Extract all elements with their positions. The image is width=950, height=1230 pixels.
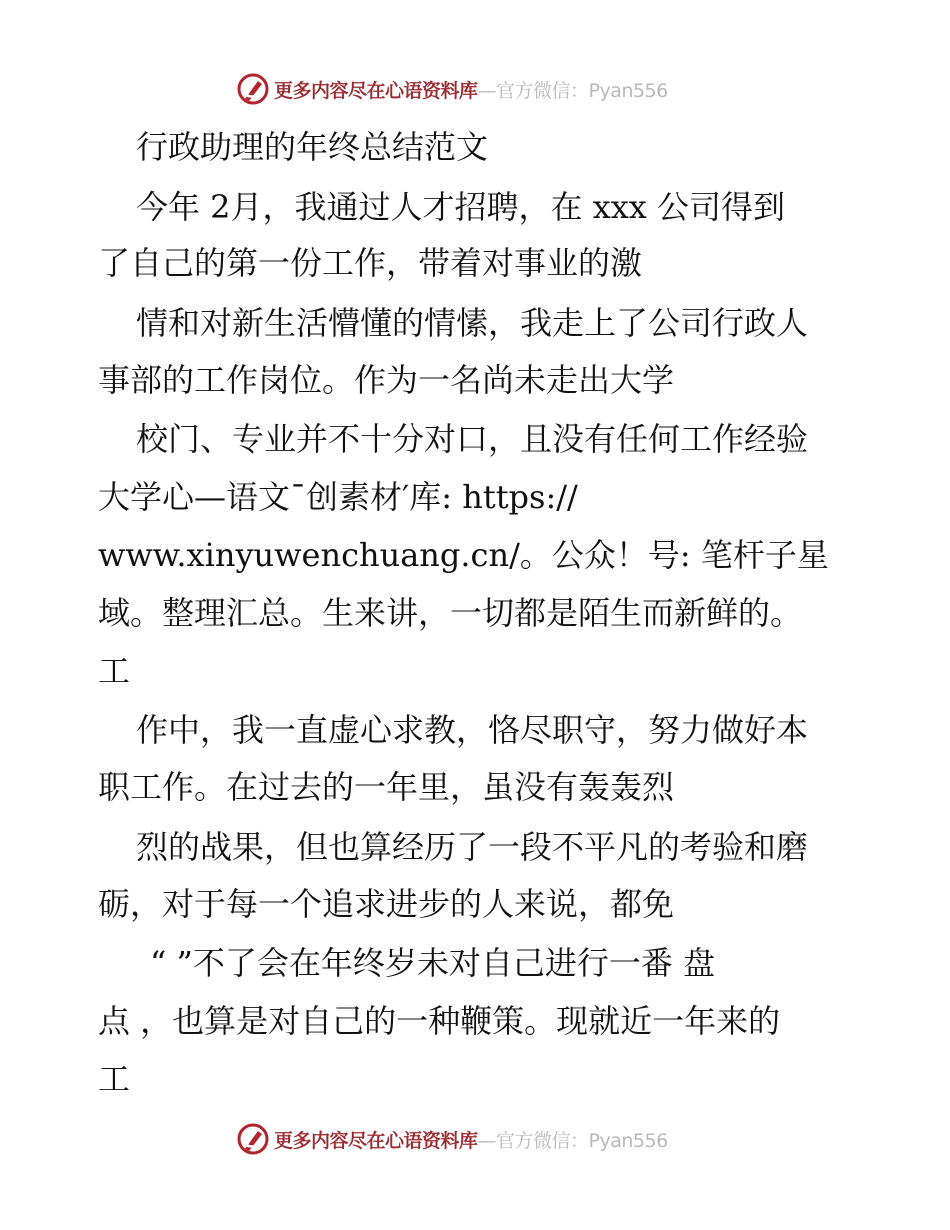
document-title: 行政助理的年终总结范文 [136, 128, 489, 166]
text-line: 校门、专业并不十分对口，且没有任何工作经验 [136, 420, 809, 458]
text-line: 事部的工作岗位。作为一名尚未走出大学 [98, 361, 675, 399]
footer-banner [236, 1122, 716, 1156]
text-line: “ ”不了会在年终岁未对自己进行一番 盘 [150, 944, 716, 982]
text-line: 大学心—语文¯创素材′库: https:// [98, 478, 578, 516]
wechat-id: —官方微信：Pyan556 [477, 79, 668, 102]
text-line: 烈的战果，但也算经历了一段不平凡的考验和磨 [136, 828, 809, 866]
text-line: 点 ，也算是对自己的一种鞭策。现就近一年来的 [98, 1002, 781, 1040]
text-line: 工 [98, 1060, 131, 1098]
text-line: www.xinyuwenchuang.cn/。公众！号: 笔杆子星 [98, 536, 829, 574]
text-line: 了自己的第一份工作，带着对事业的激 [98, 244, 643, 282]
text-line: 情和对新生活懵懂的情愫，我走上了公司行政人 [136, 304, 809, 342]
text-line: 今年 2月，我通过人才招聘，在 xxx 公司得到 [136, 188, 786, 226]
library-name: 更多内容尽在心语资料库 [274, 79, 478, 102]
text-line: 域。整理汇总。生来讲，一切都是陌生而新鲜的。 [98, 594, 803, 632]
wechat-id: —官方微信：Pyan556 [477, 1129, 668, 1152]
quill-logo-icon [236, 72, 270, 106]
text-line: 职工作。在过去的一年里，虽没有轰轰烈 [98, 768, 675, 806]
header-banner [236, 72, 716, 106]
quill-logo-icon [236, 1122, 270, 1156]
text-line: 作中，我一直虚心求教，恪尽职守，努力做好本 [136, 711, 809, 749]
text-line: 砺，对于每一个追求进步的人来说，都免 [98, 885, 675, 923]
library-name: 更多内容尽在心语资料库 [274, 1129, 478, 1152]
text-line: 工 [98, 652, 131, 690]
